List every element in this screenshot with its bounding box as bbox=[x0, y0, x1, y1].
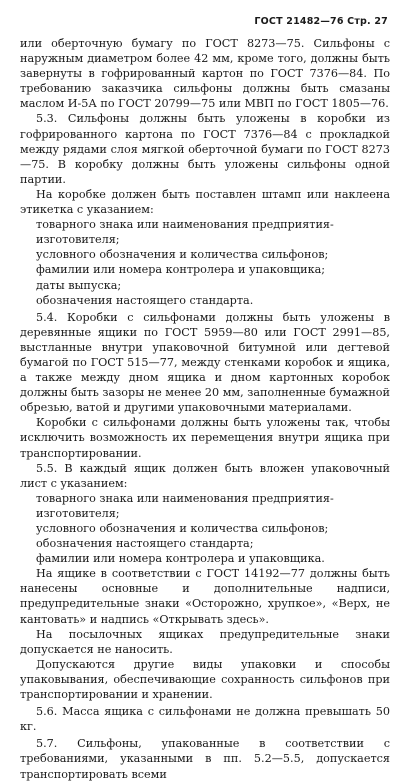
list-item: фамилии или номера контролера и упаковщика; bbox=[36, 263, 326, 277]
document-page bbox=[20, 14, 390, 782]
list-item: товарного знака или наименования предприятия-изготовителя; bbox=[36, 218, 334, 247]
paragraph-markings: На ящике в соответствии с ГОСТ 14192—77 должны быть нанесены основные и дополнительные надписи, предупредительные знаки «Осторожно, хрупкое», «Верх, не кантовать» и надпись «Открывать здесь». bbox=[20, 567, 390, 626]
paragraph-5-5: 5.5. В каждый ящик должен быть вложен упаковочный лист с указанием: bbox=[20, 461, 390, 490]
paragraph-5-7: 5.7. Сильфоны, упакованные в соответствии с требованиями, указанными в пп. 5.2—5.5, допускается транспортировать всеми bbox=[20, 737, 390, 781]
list-item: фамилии или номера контролера и упаковщика. bbox=[36, 552, 325, 566]
paragraph-label-requirements: На коробке должен быть поставлен штамп или наклеена этикетка с указанием: bbox=[20, 187, 390, 217]
list-item: даты выпуска; bbox=[36, 278, 122, 292]
list-item: условного обозначения и количества сильфонов; bbox=[36, 522, 329, 535]
page-header: ГОСТ 21482—76 Стр. 27 bbox=[254, 16, 388, 27]
paragraph-5-6: 5.6. Масса ящика с сильфонами не должна превышать 50 кг. bbox=[20, 705, 390, 734]
paragraph-5-4: 5.4. Коробки с сильфонами должны быть уложены в деревянные ящики по ГОСТ 5959—80 или ГОСТ 2991—85, выстланные внутри упаковочной битумной или дегтевой бумагой по ГОСТ 515—77, между стенками коробок и ящика, а также между дном ящика и дном картонных коробок должны быть зазоры не менее 20 мм, заполненные бумажной обрезью, ватой и другими упаковочными материалами. bbox=[20, 310, 390, 415]
document-body bbox=[20, 36, 390, 782]
paragraph-5-3: 5.3. Сильфоны должны быть уложены в коробки из гофрированного картона по ГОСТ 7376—84 с прокладкой между рядами слоя мягкой оберточной бумаги по ГОСТ 8273—75. В коробку должны быть уложены сильфоны одной партии. bbox=[20, 112, 390, 186]
paragraph-other-packaging: Допускаются другие виды упаковки и способы упаковывания, обеспечивающие сохранность сильфонов при транспортировании и хранении. bbox=[20, 657, 390, 702]
paragraph-boxes-placement: Коробки с сильфонами должны быть уложены так, чтобы исключить возможность их перемещения внутри ящика при транспортировании. bbox=[20, 416, 390, 460]
list-item: обозначения настоящего стандарта; bbox=[36, 537, 254, 551]
paragraph-parcel-boxes: На посылочных ящиках предупредительные знаки допускается не наносить. bbox=[20, 627, 390, 656]
list-item: товарного знака или наименования предприятия-изготовителя; bbox=[36, 491, 334, 520]
list-item: обозначения настоящего стандарта. bbox=[36, 293, 254, 307]
list-item: условного обозначения и количества сильфонов; bbox=[36, 248, 329, 262]
paragraph-continuation: или оберточную бумагу по ГОСТ 8273—75. Сильфоны с наружным диаметром более 42 мм, кроме того, должны быть завернуты в гофрированный картон по ГОСТ 7376—84. По требованию заказчика сильфоны должны быть смазаны маслом И-5А по ГОСТ 20799—75 или МВП по ГОСТ 1805—76. bbox=[20, 37, 390, 111]
